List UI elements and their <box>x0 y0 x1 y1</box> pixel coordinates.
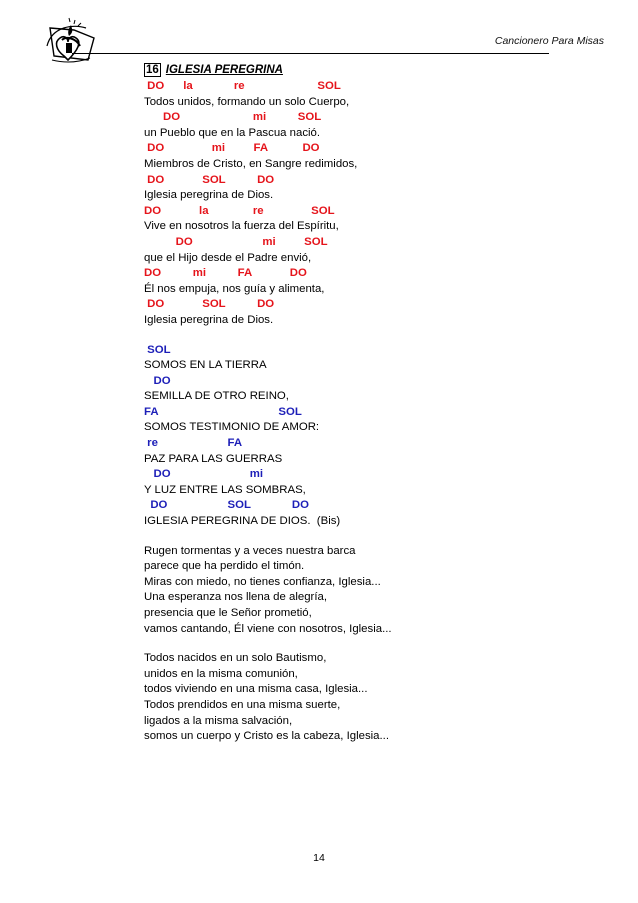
lyric-line: ligados a la misma salvación, <box>144 714 293 727</box>
chord-line: DO mi FA DO <box>144 142 320 155</box>
stanza-gap <box>144 530 584 544</box>
chord-line: DO la re SOL <box>144 80 341 92</box>
chord-line: DO la re SOL <box>144 204 335 217</box>
lyric-line: Todos nacidos en un solo Bautismo, <box>144 652 327 665</box>
song-number: 16 <box>146 64 159 76</box>
chorus-line: PAZ PARA LAS GUERRAS <box>144 452 283 465</box>
songbook-logo <box>44 16 100 66</box>
stanza-gap <box>144 637 584 651</box>
lyric-line: Todos prendidos en una misma suerte, <box>144 698 341 711</box>
chord-line: SOL <box>144 343 171 356</box>
song-heading <box>144 64 283 76</box>
page-number: 14 <box>313 852 325 864</box>
chord-line: DO SOL DO <box>144 298 275 311</box>
chord-line: DO mi SOL <box>144 235 328 248</box>
lyric-line: presencia que le Señor prometió, <box>144 607 312 619</box>
lyric-line: Todos unidos, formando un solo Cuerpo, <box>144 95 350 108</box>
chord-line: DO <box>144 374 171 387</box>
chord-line: re FA <box>144 437 243 450</box>
chord-line: DO mi <box>144 468 263 481</box>
lyric-line: Miembros de Cristo, en Sangre redimidos, <box>144 157 358 170</box>
lyric-line: vamos cantando, Él viene con nosotros, Iglesia... <box>144 622 392 635</box>
lyric-line: parece que ha perdido el timón. <box>144 560 305 573</box>
lyric-line: Rugen tormentas y a veces nuestra barca <box>144 544 356 557</box>
lyric-line: todos viviendo en una misma casa, Iglesia... <box>144 683 368 696</box>
lyric-line: Él nos empuja, nos guía y alimenta, <box>144 282 325 295</box>
lyric-line: Miras con miedo, no tienes confianza, Iglesia... <box>144 575 381 588</box>
lyric-line: un Pueblo que en la Pascua nació. <box>144 126 321 139</box>
lyric-line: unidos en la misma comunión, <box>144 667 298 680</box>
chorus-line: SOMOS EN LA TIERRA <box>144 359 267 372</box>
chorus-line: SEMILLA DE OTRO REINO, <box>144 390 289 403</box>
chord-line: DO SOL DO <box>144 499 309 512</box>
chord-line: DO mi FA DO <box>144 267 307 280</box>
chorus-line: Y LUZ ENTRE LAS SOMBRAS, <box>144 483 306 496</box>
header-divider <box>72 53 549 54</box>
lyric-line: Iglesia peregrina de Dios. <box>144 189 274 202</box>
song-body <box>144 79 584 745</box>
lyric-line: somos un cuerpo y Cristo es la cabeza, Iglesia... <box>144 730 390 743</box>
chord-line: DO SOL DO <box>144 173 275 186</box>
chorus-line: SOMOS TESTIMONIO DE AMOR: <box>144 421 320 434</box>
chord-line: FA SOL <box>144 405 302 418</box>
lyric-line: Iglesia peregrina de Dios. <box>144 313 274 326</box>
header-title: Cancionero Para Misas <box>494 35 604 47</box>
lyric-line: que el Hijo desde el Padre envió, <box>144 251 312 264</box>
stanza-gap <box>144 329 584 343</box>
lyric-line: Una esperanza nos llena de alegría, <box>144 591 328 604</box>
chord-line: DO mi SOL <box>144 111 322 124</box>
lyric-line: Vive en nosotros la fuerza del Espíritu, <box>144 220 339 233</box>
chorus-line: IGLESIA PEREGRINA DE DIOS. (Bis) <box>144 515 341 528</box>
song-title: IGLESIA PEREGRINA <box>165 64 283 76</box>
